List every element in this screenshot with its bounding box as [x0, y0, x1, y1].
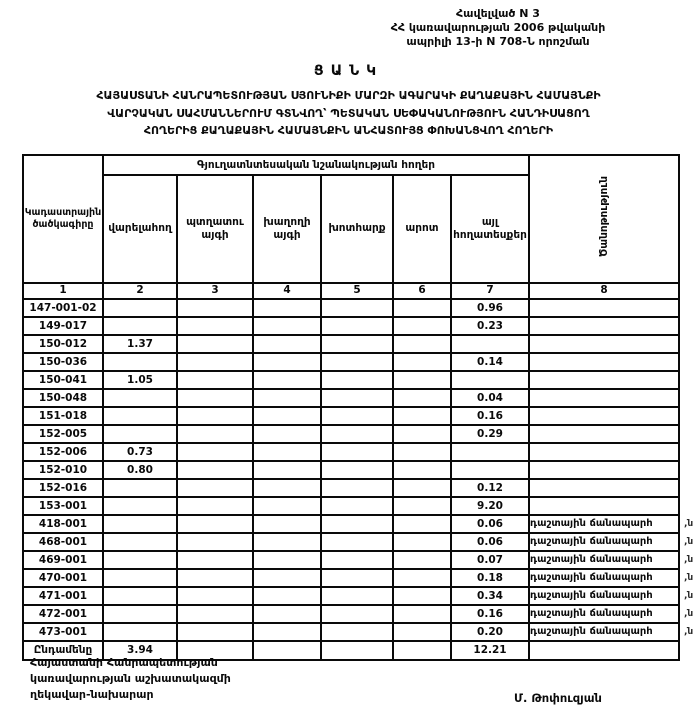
cell-c5 [321, 497, 393, 515]
table-row [23, 515, 679, 533]
table-row [23, 569, 679, 587]
cell-c4 [253, 569, 321, 587]
cell-c3 [177, 407, 253, 425]
cell-note [529, 389, 679, 407]
cell-c6 [393, 317, 451, 335]
cell-note [529, 479, 679, 497]
note-text: դաշտային ճանապարհ [530, 517, 653, 529]
cell-c4 [253, 515, 321, 533]
cell-note [529, 515, 694, 533]
margin-mark: ,ն [684, 536, 694, 547]
cell-c6 [393, 587, 451, 605]
cell-c7: 0.20 [451, 623, 529, 641]
cell-c4 [253, 479, 321, 497]
cell-c7: 0.16 [451, 605, 529, 623]
total-hayfield [321, 641, 393, 660]
cell-c2 [103, 479, 177, 497]
note-text: դաշտային ճանապարհ [530, 535, 653, 547]
cell-c7: 0.04 [451, 389, 529, 407]
note-text: դաշտային ճանապարհ [530, 553, 653, 565]
table-row [23, 461, 679, 479]
cell-code: 149-017 [23, 317, 103, 335]
cell-c7: 0.07 [451, 551, 529, 569]
cell-c5 [321, 335, 393, 353]
cell-c3 [177, 443, 253, 461]
cell-c3 [177, 623, 253, 641]
column-number-6: 6 [393, 283, 451, 299]
cell-c6 [393, 443, 451, 461]
cell-code: 150-041 [23, 371, 103, 389]
margin-mark: ,ն [684, 572, 694, 583]
column-number-4: 4 [253, 283, 321, 299]
cell-c3 [177, 497, 253, 515]
cell-c3 [177, 371, 253, 389]
cell-c4 [253, 461, 321, 479]
table-row [23, 623, 679, 641]
cell-c7: 0.29 [451, 425, 529, 443]
cell-c6 [393, 533, 451, 551]
header-cadastral-code: Կադաստրային ծածկագիրը [23, 155, 103, 283]
table-row [23, 407, 679, 425]
annex-line-1: Հավելված N 3 [456, 7, 540, 20]
cell-c6 [393, 353, 451, 371]
note-text: դաշտային ճանապարհ [530, 589, 653, 601]
subtitle-line-3: ՀՈՂԵՐԻՑ ՔԱՂԱՔԱՅԻՆ ՀԱՄԱՅՆՔԻՆ ԱՆՀԱՏՈՒՅՑ ՓՈԽԱՆՑՎՈՂ ՀՈՂԵՐԻ [143, 124, 554, 137]
cell-c4 [253, 551, 321, 569]
cell-c5 [321, 353, 393, 371]
cell-c3 [177, 299, 253, 317]
cell-c2 [103, 623, 177, 641]
cell-note [529, 353, 679, 371]
cell-c4 [253, 335, 321, 353]
column-number-3: 3 [177, 283, 253, 299]
cell-c6 [393, 389, 451, 407]
cell-c4 [253, 605, 321, 623]
cell-c5 [321, 389, 393, 407]
cell-c4 [253, 533, 321, 551]
header-arable: վարելահող [103, 175, 177, 283]
table-row [23, 551, 679, 569]
cell-c3 [177, 479, 253, 497]
cell-c3 [177, 389, 253, 407]
land-transfer-table [22, 154, 694, 661]
table-row [23, 335, 679, 353]
cell-code: 152-006 [23, 443, 103, 461]
margin-mark: ,ն [684, 554, 694, 565]
cell-c3 [177, 335, 253, 353]
note-text: դաշտային ճանապարհ [530, 607, 653, 619]
cell-c6 [393, 605, 451, 623]
cell-c2 [103, 425, 177, 443]
cell-c7: 9.20 [451, 497, 529, 515]
cell-c5 [321, 299, 393, 317]
cell-c2: 0.80 [103, 461, 177, 479]
table-row [23, 353, 679, 371]
header-hayfield: խոտհարք [321, 175, 393, 283]
cell-note [529, 605, 694, 623]
note-text: դաշտային ճանապարհ [530, 625, 653, 637]
cell-c7: 0.06 [451, 533, 529, 551]
cell-c5 [321, 587, 393, 605]
cell-note [529, 335, 679, 353]
margin-mark: ,ն [684, 626, 694, 637]
cell-c5 [321, 461, 393, 479]
cell-c2 [103, 551, 177, 569]
document-subtitle [0, 87, 697, 140]
cell-c2 [103, 317, 177, 335]
table-row [23, 371, 679, 389]
cell-c4 [253, 443, 321, 461]
header-vineyard: խաղողի այգի [253, 175, 321, 283]
cell-note [529, 425, 679, 443]
cell-c2: 0.73 [103, 443, 177, 461]
cell-c7: 0.96 [451, 299, 529, 317]
cell-c2 [103, 299, 177, 317]
total-note [529, 641, 679, 660]
cell-c3 [177, 461, 253, 479]
cell-c4 [253, 317, 321, 335]
cell-code: 471-001 [23, 587, 103, 605]
header-row-group [23, 155, 679, 175]
cell-c5 [321, 371, 393, 389]
cell-note [529, 569, 694, 587]
total-pasture [393, 641, 451, 660]
cell-code: 472-001 [23, 605, 103, 623]
table-row [23, 425, 679, 443]
cell-c5 [321, 443, 393, 461]
cell-c2 [103, 587, 177, 605]
cell-c7: 0.12 [451, 479, 529, 497]
cell-c5 [321, 623, 393, 641]
cell-c5 [321, 551, 393, 569]
cell-note [529, 533, 694, 551]
table-row [23, 587, 679, 605]
cell-c7 [451, 335, 529, 353]
cell-c4 [253, 587, 321, 605]
annex-line-2: ՀՀ կառավարության 2006 թվականի [390, 21, 606, 34]
cell-c6 [393, 623, 451, 641]
table-row [23, 443, 679, 461]
cell-code: 152-010 [23, 461, 103, 479]
cell-code: 147-001-02 [23, 299, 103, 317]
column-number-row [23, 283, 679, 299]
cell-c2 [103, 353, 177, 371]
cell-c2: 1.37 [103, 335, 177, 353]
cell-c6 [393, 497, 451, 515]
cell-code: 418-001 [23, 515, 103, 533]
header-orchard: պտղատու այգի [177, 175, 253, 283]
cell-note [529, 299, 679, 317]
cell-c5 [321, 317, 393, 335]
cell-c3 [177, 425, 253, 443]
table-row [23, 605, 679, 623]
cell-code: 150-036 [23, 353, 103, 371]
footer-line-2: կառավարության աշխատակազմի [30, 672, 231, 685]
note-header-vertical-text: Ծանոթություն [598, 175, 610, 258]
cell-c4 [253, 299, 321, 317]
cell-note [529, 407, 679, 425]
cell-c5 [321, 515, 393, 533]
cell-c6 [393, 479, 451, 497]
subtitle-line-2: ՎԱՐՉԱԿԱՆ ՍԱՀՄԱՆՆԵՐՈՒՄ ԳՏՆՎՈՂ՝ ՊԵՏԱԿԱՆ ՍԵՓԱԿԱՆՈՒԹՅՈՒՆ ՀԱՆԴԻՍԱՑՈՂ [107, 106, 590, 120]
header-agricultural-group: Գյուղատնտեսական նշանակության հողեր [103, 155, 529, 175]
header-note [529, 155, 679, 283]
total-label: Ընդամենը [23, 641, 103, 660]
cell-c2 [103, 569, 177, 587]
signature-name: Մ. Թոփուզյան [514, 691, 602, 705]
note-text: դաշտային ճանապարհ [530, 571, 653, 583]
total-vineyard [253, 641, 321, 660]
column-number-7: 7 [451, 283, 529, 299]
header-pasture: արոտ [393, 175, 451, 283]
cell-code: 469-001 [23, 551, 103, 569]
cell-code: 152-005 [23, 425, 103, 443]
cell-c7: 0.34 [451, 587, 529, 605]
cell-c6 [393, 371, 451, 389]
margin-mark: ,ն [684, 590, 694, 601]
cell-c6 [393, 551, 451, 569]
cell-c6 [393, 425, 451, 443]
cell-note [529, 623, 694, 641]
cell-c4 [253, 353, 321, 371]
column-number-5: 5 [321, 283, 393, 299]
total-other-lands: 12.21 [451, 641, 529, 660]
cell-note [529, 317, 679, 335]
cell-c4 [253, 371, 321, 389]
cell-c7 [451, 371, 529, 389]
cell-c5 [321, 407, 393, 425]
cell-c4 [253, 389, 321, 407]
footer-line-3: ղեկավար-նախարար [30, 688, 154, 701]
cell-c7: 0.06 [451, 515, 529, 533]
cell-c2 [103, 497, 177, 515]
annex-line-3: ապրիլի 13-ի N 708-Ն որոշման [406, 35, 590, 48]
cell-code: 470-001 [23, 569, 103, 587]
cell-note [529, 461, 679, 479]
cell-c6 [393, 461, 451, 479]
column-number-1: 1 [23, 283, 103, 299]
cell-c3 [177, 317, 253, 335]
column-number-8: 8 [529, 283, 679, 299]
cell-c5 [321, 479, 393, 497]
cell-code: 150-012 [23, 335, 103, 353]
cell-c3 [177, 587, 253, 605]
cell-c2 [103, 389, 177, 407]
cell-note [529, 587, 694, 605]
cell-c6 [393, 299, 451, 317]
table-head [23, 155, 679, 299]
margin-mark: ,ն [684, 608, 694, 619]
cell-c3 [177, 551, 253, 569]
cell-c2 [103, 533, 177, 551]
cell-c3 [177, 515, 253, 533]
cell-c3 [177, 353, 253, 371]
cell-c2 [103, 515, 177, 533]
cell-note [529, 371, 679, 389]
table-row [23, 389, 679, 407]
cell-c6 [393, 515, 451, 533]
cell-c5 [321, 569, 393, 587]
cell-c6 [393, 407, 451, 425]
cell-c3 [177, 569, 253, 587]
subtitle-line-1: ՀԱՅԱՍՏԱՆԻ ՀԱՆՐԱՊԵՏՈՒԹՅԱՆ ՍՅՈՒՆԻՔԻ ՄԱՐԶԻ ԱԳԱՐԱԿԻ ՔԱՂԱՔԱՅԻՆ ՀԱՄԱՅՆՔԻ [96, 89, 601, 102]
cell-c3 [177, 533, 253, 551]
cell-note [529, 443, 679, 461]
cell-c5 [321, 533, 393, 551]
cell-c6 [393, 569, 451, 587]
cell-c4 [253, 623, 321, 641]
document-title: ՑԱՆԿ [313, 63, 384, 79]
cell-c2: 1.05 [103, 371, 177, 389]
table-row [23, 533, 679, 551]
cell-c4 [253, 407, 321, 425]
margin-mark: ,ն [684, 518, 694, 529]
table-row [23, 497, 679, 515]
cell-code: 468-001 [23, 533, 103, 551]
cell-c7: 0.18 [451, 569, 529, 587]
cell-c3 [177, 605, 253, 623]
header-other-lands: այլ հողատեսքեր [451, 175, 529, 283]
cell-c7: 0.16 [451, 407, 529, 425]
cell-code: 153-001 [23, 497, 103, 515]
cell-c7 [451, 443, 529, 461]
cell-code: 473-001 [23, 623, 103, 641]
cell-code: 152-016 [23, 479, 103, 497]
annex-reference-block [313, 7, 683, 49]
total-arable: 3.94 [103, 641, 177, 660]
cell-c5 [321, 425, 393, 443]
table-row [23, 479, 679, 497]
cell-c6 [393, 335, 451, 353]
table-body [23, 299, 694, 641]
cell-c2 [103, 407, 177, 425]
footer-line-1: Հայաստանի Հանրապետության [30, 656, 218, 669]
column-number-2: 2 [103, 283, 177, 299]
cell-note [529, 497, 679, 515]
signatory-title-block [30, 655, 231, 703]
table-row [23, 317, 679, 335]
cell-c7: 0.14 [451, 353, 529, 371]
cell-note [529, 551, 694, 569]
cell-c2 [103, 605, 177, 623]
cell-code: 150-048 [23, 389, 103, 407]
table-row [23, 299, 679, 317]
cell-c5 [321, 605, 393, 623]
cell-c4 [253, 425, 321, 443]
cell-c7: 0.23 [451, 317, 529, 335]
cell-c7 [451, 461, 529, 479]
cell-code: 151-018 [23, 407, 103, 425]
cell-c4 [253, 497, 321, 515]
